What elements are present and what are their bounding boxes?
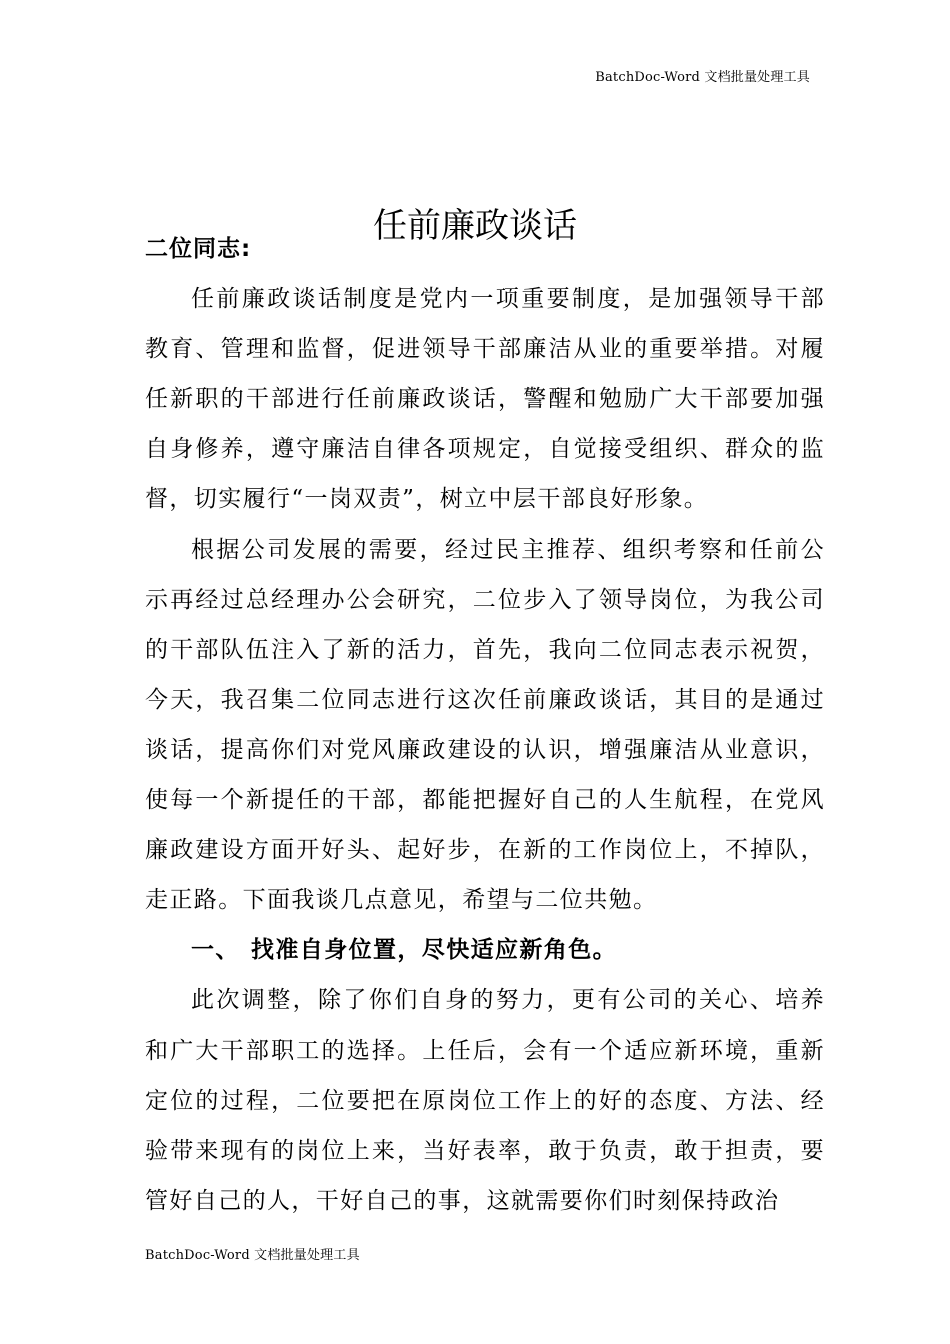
paragraph: 此次调整，除了你们自身的努力，更有公司的关心、培养和广大干部职工的选择。上任后，会有一个适应新环境，重新定位的过程，二位要把在原岗位工作上的好的态度、方法、经验带来现有的岗位上来，当好表率，敢于负责，敢于担责，要管好自己的人，干好自己的事，这就需要你们时刻保持政治 [145, 987, 825, 1214]
document-body [145, 224, 825, 1226]
document-title: 任前廉政谈话 [373, 205, 577, 246]
paragraph: 任前廉政谈话制度是党内一项重要制度，是加强领导干部教育、管理和监督，促进领导干部廉洁从业的重要举措。对履任新职的干部进行任前廉政谈话，警醒和勉励广大干部要加强自身修养，遵守廉洁自律各项规定，自觉接受组织、群众的监督，切实履行“一岗双责”，树立中层干部良好形象。 [145, 286, 825, 513]
section-number: 一、 [191, 937, 240, 964]
paragraph: 根据公司发展的需要，经过民主推荐、组织考察和任前公示再经过总经理办公会研究，二位步入了领导岗位，为我公司的干部队伍注入了新的活力，首先，我向二位同志表示祝贺，今天，我召集二位同志进行这次任前廉政谈话，其目的是通过谈话，提高你们对党风廉政建设的认识，增强廉洁从业意识，使每一个新提任的干部，都能把握好自己的人生航程，在党风廉政建设方面开好头、起好步，在新的工作岗位上，不掉队，走正路。下面我谈几点意见，希望与二位共勉。 [145, 536, 825, 914]
page-footer: BatchDoc-Word 文档批量处理工具 [145, 1248, 360, 1263]
section-heading-text: 找准自身位置，尽快适应新角色。 [251, 937, 617, 964]
salutation: 二位同志: [145, 236, 252, 262]
section-heading [145, 925, 825, 975]
page-header: BatchDoc-Word 文档批量处理工具 [595, 70, 810, 85]
